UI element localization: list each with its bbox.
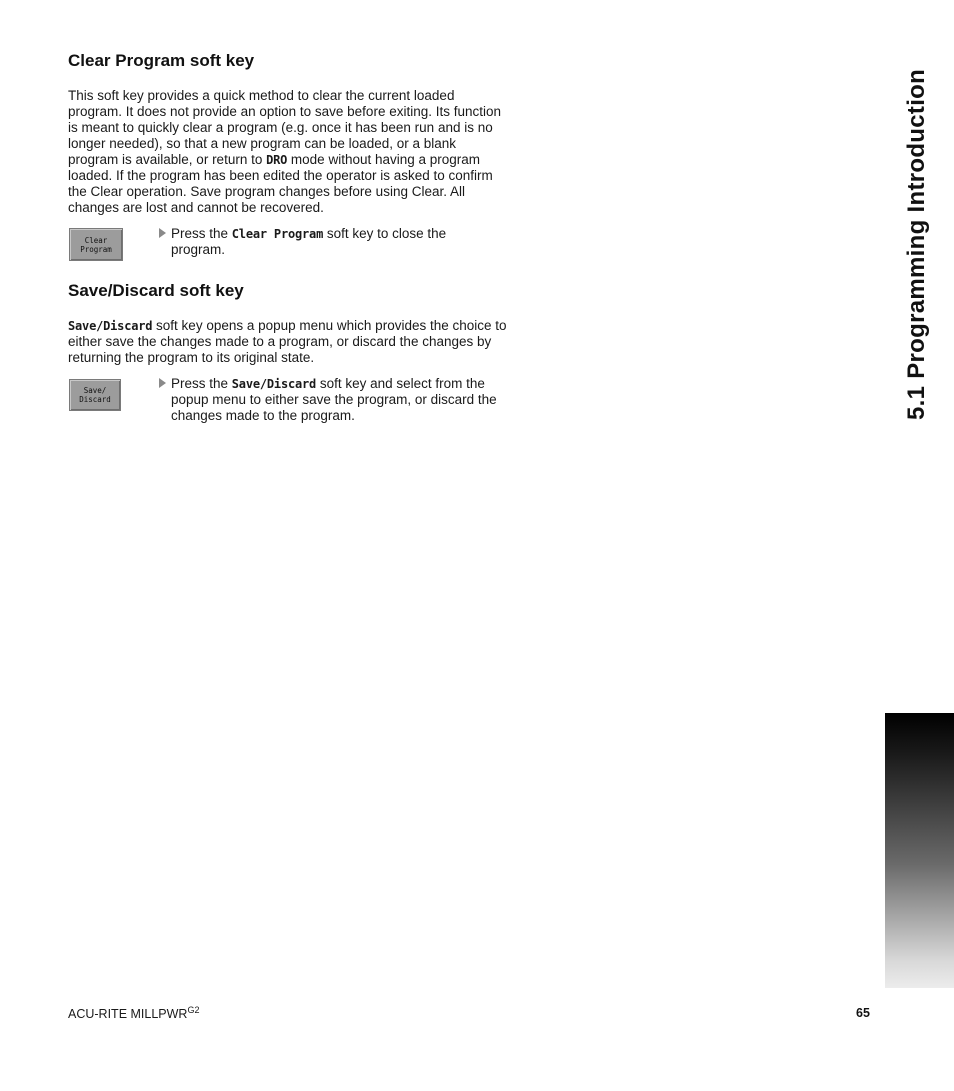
footer-product-name	[68, 1005, 199, 1021]
step-code: Save/Discard	[231, 377, 317, 391]
step-text: Press the	[171, 376, 232, 391]
dro-code: DRO	[266, 153, 288, 167]
save-discard-description	[68, 318, 510, 366]
softkey-label-line1: Save/	[83, 386, 107, 395]
save-discard-step	[171, 376, 511, 424]
save-discard-softkey[interactable]	[69, 379, 121, 411]
step-text-cont: soft key to close the program.	[171, 226, 447, 257]
product-name: ACU-RITE MILLPWR	[68, 1007, 188, 1022]
bullet-arrow-icon	[159, 228, 166, 238]
chapter-side-title: 5.1 Programming Introduction	[903, 68, 930, 420]
bullet-arrow-icon	[159, 378, 166, 388]
description-text: This soft key provides a quick method to clear the current loaded program. It does not provide an option to save before exiting. Its function is meant to quickly clear a program (e.g. once it has been run and is no longer needed), so that a new program can be loaded, or a blank program is available, or return to	[68, 88, 502, 167]
page-number: 65	[856, 1006, 870, 1020]
clear-program-softkey[interactable]	[69, 228, 123, 261]
product-superscript: G2	[187, 1005, 200, 1015]
description-text-cont: mode without having a program loaded. If the program has been edited the operator is asked to confirm the Clear operation. Save program changes before using Clear. All changes are lost and cannot be recovered.	[68, 152, 493, 215]
softkey-label-line2: Program	[80, 244, 112, 254]
step-code: Clear Program	[231, 227, 324, 241]
softkey-label-line2: Discard	[79, 395, 111, 404]
step-text-cont: soft key and select from the popup menu to either save the program, or discard the changes made to the program.	[171, 376, 497, 423]
chapter-thumb-tab	[885, 713, 954, 988]
description-text: soft key opens a popup menu which provides the choice to either save the changes made to a program, or discard the changes by returning the program to its original state.	[68, 318, 507, 365]
clear-program-description	[68, 88, 510, 216]
clear-program-step	[171, 226, 489, 258]
softkey-label-line1: Clear	[84, 235, 108, 245]
step-text: Press the	[171, 226, 232, 241]
section-heading-save-discard: Save/Discard soft key	[68, 281, 244, 300]
save-discard-code: Save/Discard	[68, 319, 153, 333]
section-heading-clear-program: Clear Program soft key	[68, 51, 255, 70]
